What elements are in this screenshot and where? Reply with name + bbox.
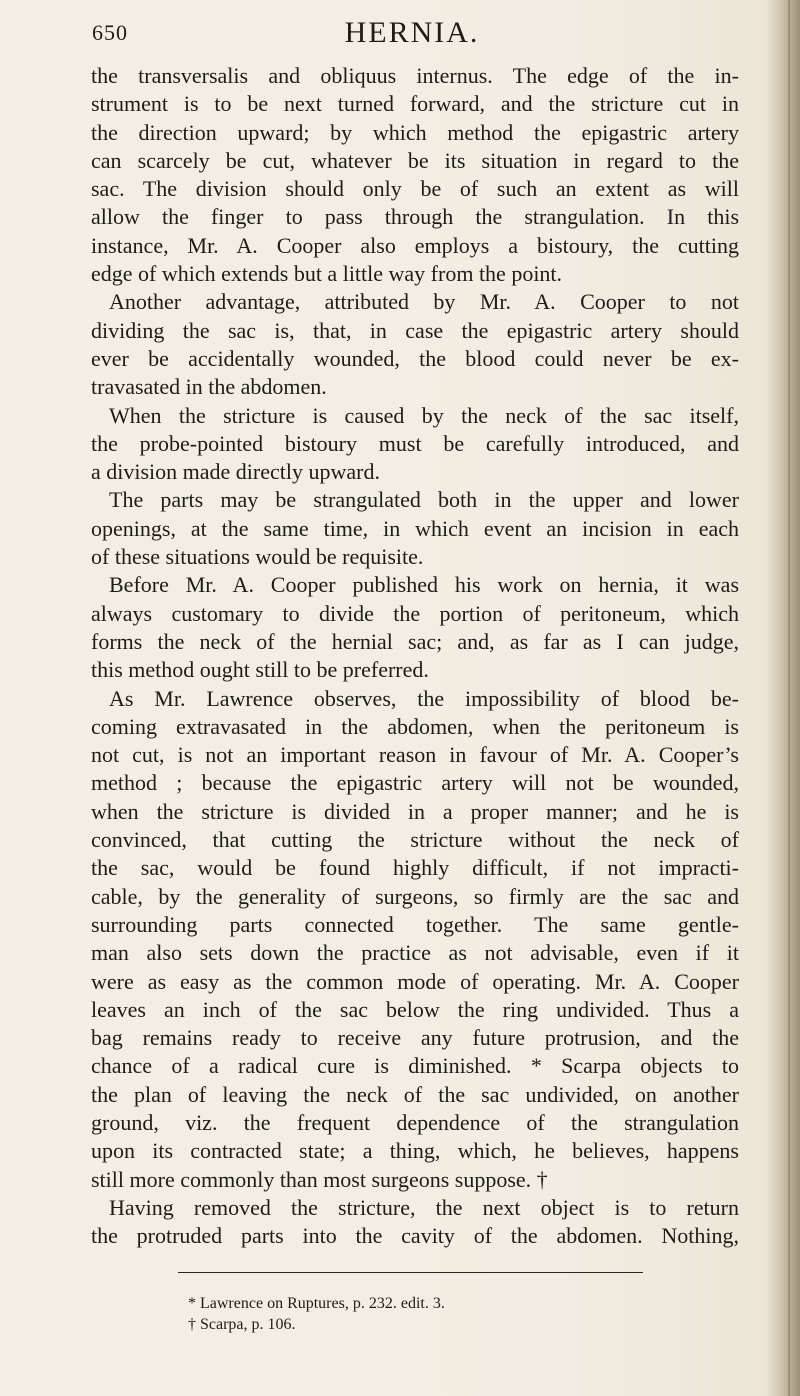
text-line: the protruded parts into the cavity of the abdomen. Nothing,: [91, 1223, 739, 1249]
text-line: openings, at the same time, in which event an incision in each: [91, 515, 739, 541]
text-line: cable, by the generality of surgeons, so firmly are the sac and: [91, 883, 739, 909]
text-line: chance of a radical cure is diminished. * Scarpa objects to: [91, 1053, 739, 1079]
text-line: sac. The division should only be of such an extent as will: [91, 176, 739, 202]
text-line: a division made directly upward.: [91, 459, 380, 485]
text-line: this method ought still to be preferred.: [91, 657, 429, 683]
running-title: HERNIA.: [344, 16, 480, 49]
text-line: Having removed the stricture, the next object is to return: [109, 1194, 739, 1220]
page-binding-edge: [766, 0, 800, 1396]
text-line: the transversalis and obliquus internus. The edge of the in-: [91, 63, 739, 88]
text-line: still more commonly than most surgeons suppose. †: [91, 1166, 548, 1192]
text-line: coming extravasated in the abdomen, when the peritoneum is: [91, 713, 739, 739]
text-line: method ; because the epigastric artery will not be wounded,: [91, 770, 739, 796]
text-line: when the stricture is divided in a proper manner; and he is: [91, 798, 739, 824]
text-line: of these situations would be requisite.: [91, 544, 424, 570]
text-line: strument is to be next turned forward, and the stricture cut in: [91, 91, 739, 117]
text-line: Another advantage, attributed by Mr. A. Cooper to not: [109, 289, 739, 315]
text-line: always customary to divide the portion of peritoneum, which: [91, 600, 739, 626]
text-line: upon its contracted state; a thing, which, he believes, happens: [91, 1138, 739, 1164]
text-line: surrounding parts connected together. The same gentle-: [91, 911, 739, 937]
text-line: the direction upward; by which method the epigastric artery: [91, 119, 739, 145]
text-line: bag remains ready to receive any future protrusion, and the: [91, 1025, 739, 1051]
text-line: edge of which extends but a little way from the point.: [91, 261, 563, 287]
text-line: forms the neck of the hernial sac; and, as far as I can judge,: [91, 628, 739, 654]
footnote-lawrence: * Lawrence on Ruptures, p. 232. edit. 3.: [188, 1295, 445, 1312]
text-line: ever be accidentally wounded, the blood could never be ex-: [91, 345, 739, 371]
page-header: [92, 16, 732, 56]
text-line: convinced, that cutting the stricture without the neck of: [91, 827, 739, 853]
footnotes: [188, 1293, 648, 1335]
text-line: can scarcely be cut, whatever be its situation in regard to the: [91, 147, 739, 173]
text-line: the plan of leaving the neck of the sac undivided, on another: [91, 1081, 739, 1107]
body-text: [91, 62, 739, 1250]
text-line: were as easy as the common mode of operating. Mr. A. Cooper: [91, 968, 739, 994]
text-line: the probe-pointed bistoury must be carefully introduced, and: [91, 430, 739, 456]
text-line: allow the finger to pass through the strangulation. In this: [91, 204, 739, 230]
text-line: man also sets down the practice as not advisable, even if it: [91, 940, 739, 966]
text-line: the sac, would be found highly difficult, if not impracti-: [91, 855, 739, 881]
text-line: ground, viz. the frequent dependence of the strangulation: [91, 1109, 739, 1135]
footnote-scarpa: † Scarpa, p. 106.: [188, 1316, 296, 1333]
text-line: leaves an inch of the sac below the ring undivided. Thus a: [91, 996, 739, 1022]
text-line: As Mr. Lawrence observes, the impossibility of blood be-: [109, 685, 739, 711]
footnote-rule: [178, 1272, 643, 1273]
text-line: Before Mr. A. Cooper published his work on hernia, it was: [109, 572, 739, 598]
page-number: 650: [92, 20, 128, 45]
text-line: dividing the sac is, that, in case the epigastric artery should: [91, 317, 739, 343]
text-line: not cut, is not an important reason in favour of Mr. A. Cooper’s: [91, 742, 739, 768]
text-line: The parts may be strangulated both in the upper and lower: [109, 487, 739, 513]
text-line: instance, Mr. A. Cooper also employs a bistoury, the cutting: [91, 232, 739, 258]
text-line: When the stricture is caused by the neck of the sac itself,: [109, 402, 739, 428]
text-line: travasated in the abdomen.: [91, 374, 327, 400]
